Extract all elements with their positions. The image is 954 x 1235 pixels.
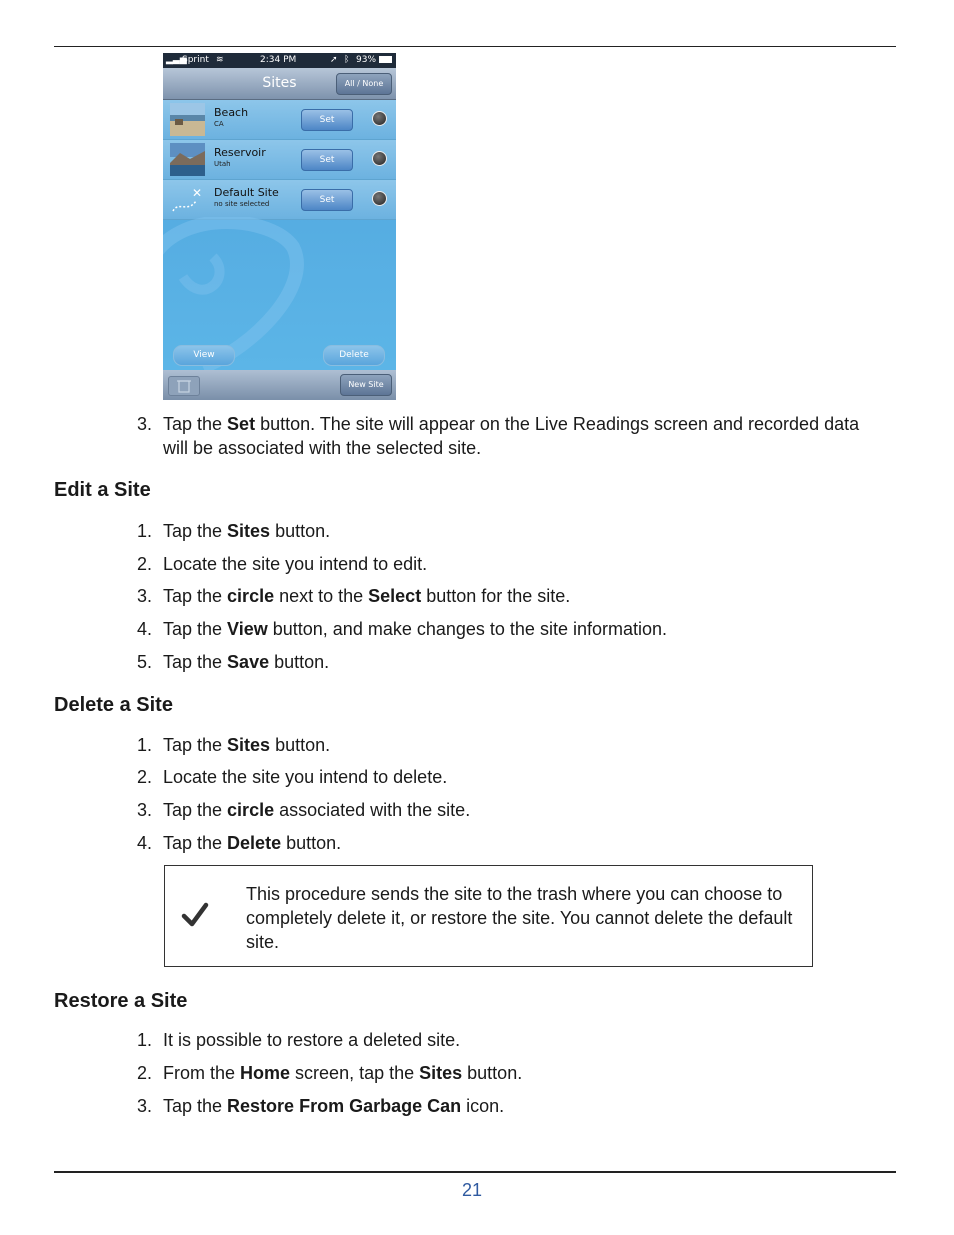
view-button[interactable]: View	[173, 345, 235, 366]
new-site-button[interactable]: New Site	[340, 374, 392, 396]
note-text: This procedure sends the site to the trash where you can choose to completely delete it, or restore the site. You cannot delete the default site.	[246, 884, 793, 952]
site-location: no site selected	[214, 200, 270, 208]
battery-percent: 93%	[356, 55, 377, 65]
select-circle[interactable]	[372, 111, 387, 126]
page-number: 21	[461, 1180, 483, 1200]
nav-title: Sites	[262, 75, 297, 91]
site-location: CA	[214, 120, 224, 128]
site-name: Default Site	[214, 186, 279, 199]
site-location: Utah	[214, 160, 231, 168]
location-icon: ➚	[330, 55, 338, 65]
battery-icon	[379, 56, 392, 63]
step-number: 3.	[137, 414, 153, 434]
site-row-default[interactable]	[163, 180, 396, 220]
bluetooth-icon: ᛒ	[344, 55, 350, 65]
checkmark-icon	[181, 902, 209, 928]
wifi-icon: ≋	[216, 55, 224, 65]
time-label: 2:34 PM	[260, 55, 297, 65]
status-bar	[163, 53, 396, 68]
signal-icon: ▂▃▅	[166, 55, 187, 65]
note-box	[164, 865, 813, 967]
reservoir-thumbnail	[170, 143, 205, 176]
section-title-delete: Delete a Site	[54, 694, 173, 716]
set-button[interactable]: Set	[301, 189, 353, 211]
nav-bar	[163, 68, 396, 100]
trash-icon[interactable]	[168, 376, 200, 396]
footer-rule	[54, 1171, 896, 1173]
select-circle[interactable]	[372, 191, 387, 206]
site-row-beach[interactable]	[163, 100, 396, 140]
step-text: Tap the Set button. The site will appear on the Live Readings screen and recorded data will be associated with the selected site.	[163, 414, 860, 458]
site-row-reservoir[interactable]	[163, 140, 396, 180]
default-site-icon	[170, 183, 205, 216]
carrier-label: Sprint	[182, 55, 209, 65]
section-title-restore: Restore a Site	[54, 990, 188, 1012]
set-button[interactable]: Set	[301, 109, 353, 131]
sites-screenshot	[163, 53, 396, 400]
svg-text:✕: ✕	[192, 186, 203, 200]
select-circle[interactable]	[372, 151, 387, 166]
site-name: Beach	[214, 106, 249, 119]
delete-button[interactable]: Delete	[323, 345, 385, 366]
beach-thumbnail	[170, 103, 205, 136]
all-none-button[interactable]: All / None	[336, 73, 392, 95]
section-title-edit: Edit a Site	[54, 479, 151, 501]
header-rule	[54, 46, 896, 47]
bottom-toolbar	[163, 370, 396, 400]
set-button[interactable]: Set	[301, 149, 353, 171]
site-name: Reservoir	[214, 146, 266, 159]
